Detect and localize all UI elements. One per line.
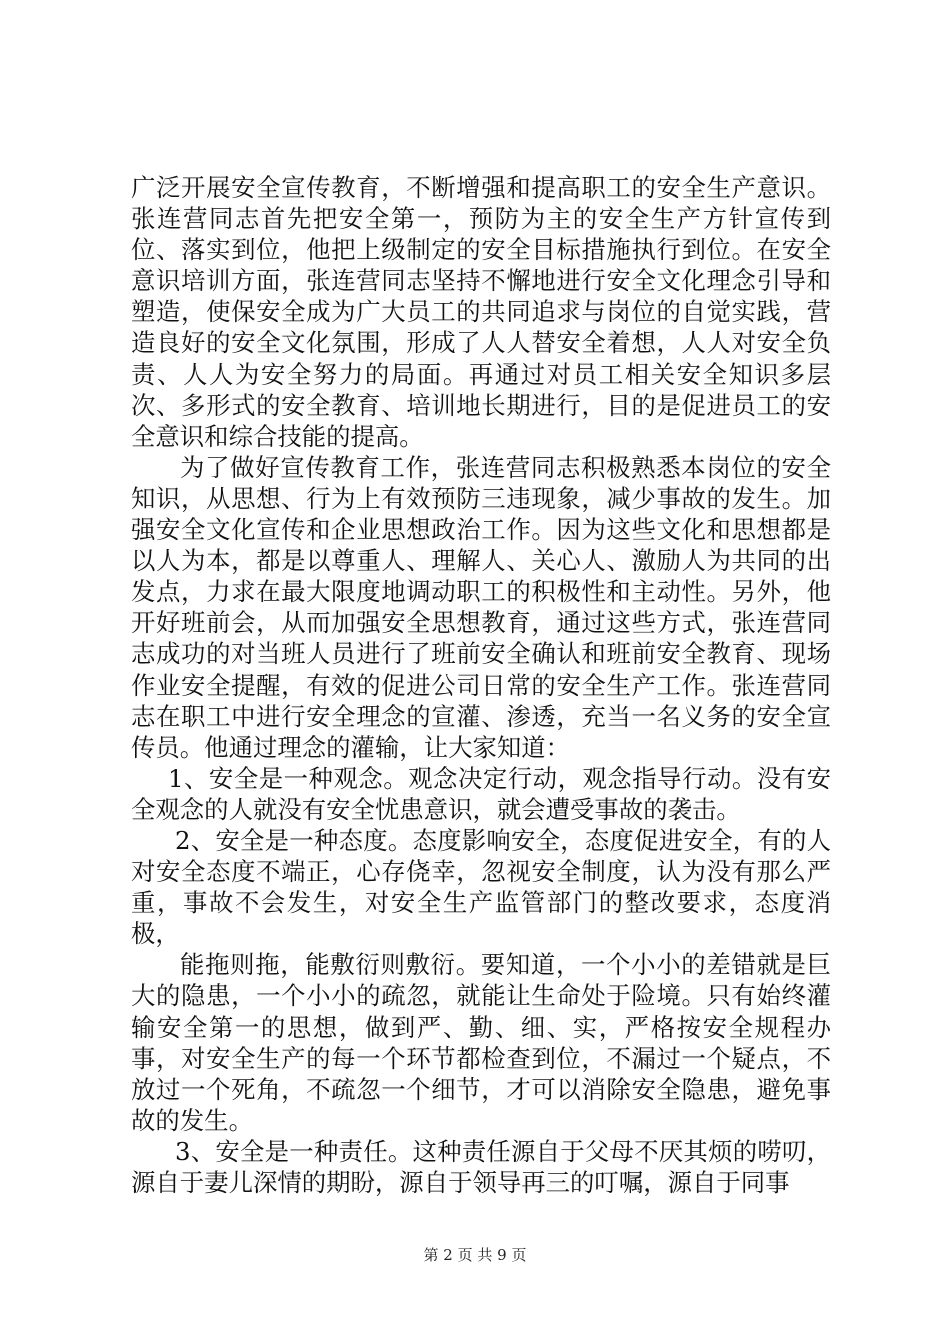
document-body [131, 172, 831, 1198]
paragraph-2: 为了做好宣传教育工作，张连营同志积极熟悉本岗位的安全知识，从思想、行为上有效预防三违现象，减少事故的发生。加强安全文化宣传和企业思想政治工作。因为这些文化和思想都是以人为本，都是以尊重人、理解人、关心人、激励人为共同的出发点，力求在最大限度地调动职工的积极性和主动性。另外，他开好班前会，从而加强安全思想教育，通过这些方式，张连营同志成功的对当班人员进行了班前安全确认和班前安全教育、现场作业安全提醒，有效的促进公司日常的安全生产工作。张连营同志在职工中进行安全理念的宣灌、渗透，充当一名义务的安全宣传员。他通过理念的灌输，让大家知道： [131, 452, 831, 762]
paragraph-3: 能拖则拖，能敷衍则敷衍。要知道，一个小小的差错就是巨大的隐患，一个小小的疏忽，就能让生命处于险境。只有始终灌输安全第一的思想，做到严、勤、细、实，严格按安全规程办事，对安全生产的每一个环节都检查到位，不漏过一个疑点，不放过一个死角，不疏忽一个细节，才可以消除安全隐患，避免事故的发生。 [131, 950, 831, 1135]
list-item-3: 3、安全是一种责任。这种责任源自于父母不厌其烦的唠叨，源自于妻儿深情的期盼，源自于领导再三的叮嘱，源自于同事 [131, 1136, 831, 1197]
paragraph-1: 广泛开展安全宣传教育，不断增强和提高职工的安全生产意识。张连营同志首先把安全第一，预防为主的安全生产方针宣传到位、落实到位，他把上级制定的安全目标措施执行到位。在安全意识培训方面，张连营同志坚持不懈地进行安全文化理念引导和塑造，使保安全成为广大员工的共同追求与岗位的自觉实践，营造良好的安全文化氛围，形成了人人替安全着想，人人对安全负责、人人为安全努力的局面。再通过对员工相关安全知识多层次、多形式的安全教育、培训地长期进行，目的是促进员工的安全意识和综合技能的提高。 [131, 173, 831, 451]
list-item-1: 1、安全是一种观念。观念决定行动，观念指导行动。没有安全观念的人就没有安全忧患意识，就会遭受事故的袭击。 [131, 763, 831, 824]
list-item-2: 2、安全是一种态度。态度影响安全，态度促进安全，有的人对安全态度不端正，心存侥幸，忽视安全制度，认为没有那么严重，事故不会发生，对安全生产监管部门的整改要求，态度消极， [131, 825, 831, 949]
page-footer: 第 2 页 共 9 页 [423, 1246, 527, 1264]
